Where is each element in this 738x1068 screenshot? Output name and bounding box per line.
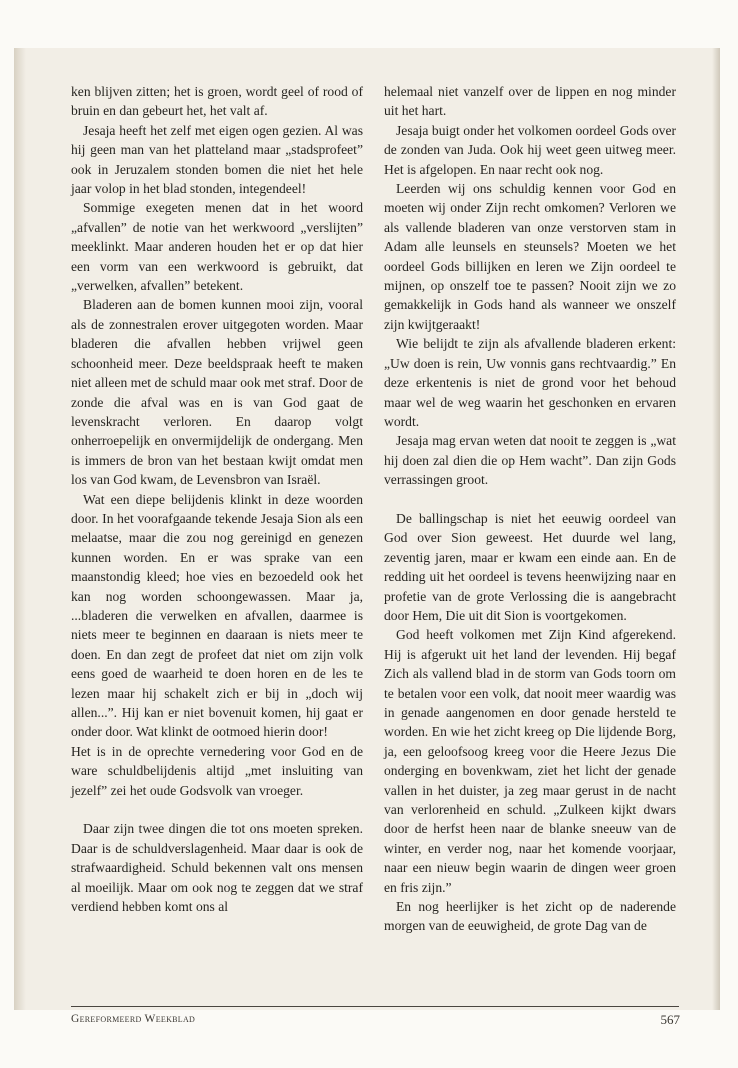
- paragraph: Het is in de oprechte vernedering voor God en de ware schuldbelijdenis altijd „met insluiting van jezelf” zei het oude Godsvolk van vroeger.: [71, 743, 363, 798]
- paragraph: God heeft volkomen met Zijn Kind afgerekend. Hij is afgerukt uit het land der levenden. Hij begaf Zich als vallend blad in de storm van Gods toorn om te betalen voor een volk, dat nooit meer waardig was in genade aangenomen en door genade hersteld te worden. En wie het zicht kreeg op Die lijdende Borg, ja, een geloofsoog kreeg voor die Heere Jezus Die onderging en bovenkwam, ziet het licht der genade vallen in het duister, ja zeg maar gerust in de nacht van verlorenheid en schuld. „Zulkeen kijkt dwars door de herfst heen naar de blanke sneeuw van de winter, en verder nog, naar het komende voorjaar, naar een nieuw begin waarin de dingen weer groen en fris zijn.”: [384, 627, 676, 895]
- paragraph: Wie belijdt te zijn als afvallende bladeren erkent: „Uw doen is rein, Uw vonnis gans rechtvaardig.” En deze erkentenis is niet de grond voor het behoud maar wel de weg waarin het geschonken en ervaren wordt.: [384, 336, 676, 429]
- paragraph: Bladeren aan de bomen kunnen mooi zijn, vooral als de zonnestralen erover uitgegoten worden. Maar bladeren die afvallen hebben vrijwel geen schoonheid meer. Deze beeldspraak heeft te maken niet alleen met de schuld maar ook met straf. Door de zonde die afval was en is van God gaat de levenskracht verloren. En daarop volgt onherroepelijk en onvermijdelijk de ondergang. Men is immers de bron van het bestaan kwijt omdat men los van God kwam, de Levensbron van Israël.: [71, 297, 363, 488]
- right-text-column: [384, 82, 676, 936]
- paragraph: En nog heerlijker is het zicht op de naderende morgen van de eeuwigheid, de grote Dag van de: [384, 899, 676, 934]
- paragraph: ken blijven zitten; het is groen, wordt geel of rood of bruin en dan gebeurt het, het valt af.: [71, 84, 363, 119]
- page-number: 567: [660, 1012, 680, 1027]
- paragraph: helemaal niet vanzelf over de lippen en nog minder uit het hart.: [384, 84, 676, 119]
- paragraph: Jesaja buigt onder het volkomen oordeel Gods over de zonden van Juda. Ook hij weet geen uitweg meer. Het is afgelopen. En naar recht ook nog.: [384, 122, 676, 177]
- footer-divider: [71, 1006, 679, 1007]
- paragraph: Leerden wij ons schuldig kennen voor God en moeten wij onder Zijn recht omkomen? Verloren we als vallende bladeren van onze verstorven stam in Adam alle leunsels en steunsels? Moeten we het oordeel Gods billijken en leren we Zijn oordeel te mijnen, op onszelf toe te passen? Nooit zijn we zo gemakkelijk in Gods hand als wanneer we onszelf zijn kwijtgeraakt!: [384, 181, 676, 332]
- paragraph: Jesaja heeft het zelf met eigen ogen gezien. Al was hij geen man van het platteland maar „stadsprofeet” ook in Jeruzalem stonden bomen die niet het hele jaar volop in het blad stonden, integendeel!: [71, 122, 363, 197]
- left-text-column: [71, 82, 363, 916]
- paragraph: De ballingschap is niet het eeuwig oordeel van God over Sion geweest. Het duurde wel lang, zeventig jaren, maar er kwam een einde aan. En de redding uit het oordeel is tevens heenwijzing naar en profetie van de grote Verlossing die is aangebracht door Hem, Die uit dit Sion is voortgekomen.: [384, 510, 676, 623]
- publication-name: Gereformeerd Weekblad: [71, 1013, 196, 1025]
- paragraph: Daar zijn twee dingen die tot ons moeten spreken. Daar is de schuldverslagenheid. Maar daar is ook de strafwaardigheid. Schuld bekennen valt ons mensen al moeilijk. Maar om ook nog te zeggen dat we straf verdiend hebben komt ons al: [71, 821, 363, 915]
- paragraph: Jesaja mag ervan weten dat nooit te zeggen is „wat hij doen zal dien die op Hem wacht”. Dan zijn Gods verrassingen groot.: [384, 433, 676, 488]
- paragraph: Wat een diepe belijdenis klinkt in deze woorden door. In het voorafgaande tekende Jesaja Sion als een melaatse, maar die zou nog gereinigd en genezen kunnen worden. En er was sprake van een maanstondig kleed; hoe vies en bezoedeld ook het kan nog worden schoongewassen. Maar ja, ...bladeren die verwelken en afvallen, daarmee is niets meer te beginnen en daaraan is niets meer te doen. En dan zegt de profeet dat niet om zijn volk eens goed de waarheid te doen horen en de les te lezen maar hij schakelt zich er bij in „doch wij allen...”. Hij kan er niet bovenuit komen, hij gaat er onder door. Wat klinkt de ootmoed hierin door!: [71, 491, 363, 740]
- paragraph: Sommige exegeten menen dat in het woord „afvallen” de notie van het werkwoord „verslijten” meeklinkt. Maar anderen houden het er op dat hier een vorm van een werkwoord is gebruikt, dat „verwelken, afvallen” betekent.: [71, 200, 363, 294]
